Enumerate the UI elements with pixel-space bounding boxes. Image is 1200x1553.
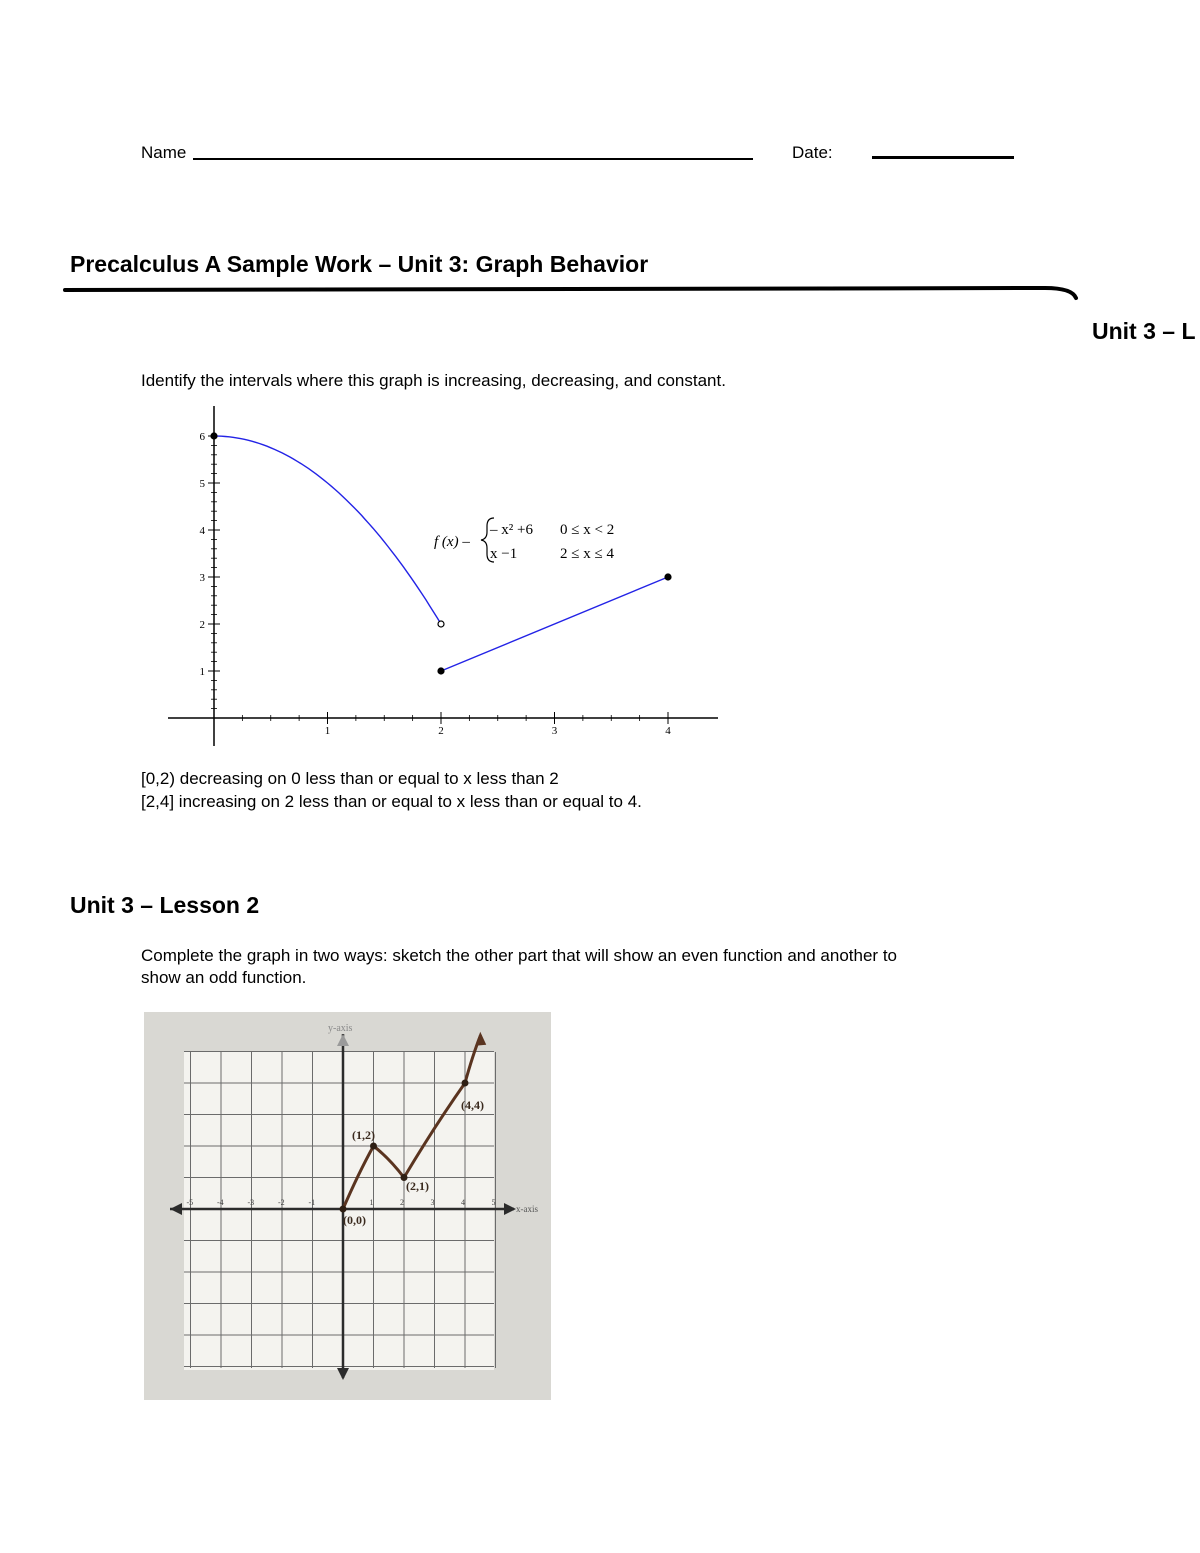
curve-point — [370, 1143, 377, 1150]
y-tick-label: 4 — [199, 525, 205, 537]
lesson1-prompt: Identify the intervals where this graph is increasing, decreasing, and constant. — [141, 371, 726, 390]
x-tick-label: -4 — [217, 1198, 224, 1207]
curve-arrowhead — [475, 1032, 486, 1046]
curve-point — [340, 1206, 347, 1213]
x-tick-label: 5 — [491, 1198, 496, 1207]
x-axis-right-arrow — [504, 1203, 516, 1215]
open-endpoint-1-end — [438, 621, 444, 627]
formula-piece1-expr: – x² +6 — [490, 522, 533, 538]
x-tick-label: 1 — [324, 725, 331, 737]
title-underline — [60, 284, 1090, 314]
graph-photo — [144, 1012, 551, 1400]
point-label-1-2: (1,2) — [352, 1128, 375, 1142]
formula-piece2-domain: 2 ≤ x ≤ 4 — [560, 546, 614, 562]
x-tick-label: -3 — [247, 1198, 255, 1207]
side-heading: Unit 3 – L — [1092, 318, 1196, 344]
name-field-line[interactable] — [193, 158, 753, 160]
point-label-2-1: (2,1) — [406, 1179, 429, 1193]
formula-piece1-domain: 0 ≤ x < 2 — [560, 522, 615, 538]
x-tick-label: 2 — [438, 725, 444, 737]
closed-endpoint-2-start — [438, 668, 444, 674]
lesson2-prompt-line-1: Complete the graph in two ways: sketch the other part that will show an even function and another to — [141, 946, 897, 965]
y-tick-label: 3 — [199, 572, 205, 584]
x-tick-label: 1 — [369, 1198, 374, 1207]
series-piece-1 — [214, 436, 441, 624]
closed-endpoint-1-start — [211, 433, 217, 439]
x-tick-label: 3 — [430, 1198, 435, 1207]
page-title: Precalculus A Sample Work – Unit 3: Graph Behavior — [70, 251, 649, 277]
y-axis-label: y-axis — [328, 1023, 353, 1034]
x-tick-label: 3 — [551, 725, 558, 737]
lesson2-heading: Unit 3 – Lesson 2 — [70, 892, 260, 918]
formula-piece2-expr: x −1 — [490, 546, 518, 562]
point-label-4-4: (4,4) — [461, 1098, 484, 1112]
y-tick-label: 1 — [199, 666, 205, 678]
hand-drawn-graph — [144, 1012, 551, 1400]
y-tick-label: 6 — [199, 431, 205, 443]
x-tick-label: -1 — [308, 1198, 316, 1207]
curve-point — [462, 1080, 469, 1087]
name-label: Name — [141, 143, 187, 162]
y-axis-bottom-arrow — [337, 1368, 349, 1380]
x-tick-label: 2 — [400, 1198, 404, 1207]
x-axis-label: x-axis — [516, 1204, 538, 1214]
lesson2-prompt-line-2: show an odd function. — [141, 968, 307, 987]
series-piece-2 — [441, 577, 668, 671]
formula-lhs: f (x) – — [434, 534, 470, 550]
closed-endpoint-2-end — [665, 574, 671, 580]
x-tick-label: -2 — [278, 1198, 285, 1207]
y-tick-label: 5 — [199, 478, 205, 490]
x-axis-left-arrow — [170, 1203, 182, 1215]
date-label: Date: — [792, 143, 833, 162]
x-tick-label: 4 — [461, 1198, 465, 1207]
y-tick-label: 2 — [199, 619, 205, 631]
lesson1-answer-line-1: [0,2) decreasing on 0 less than or equal to x less than 2 — [141, 769, 559, 788]
lesson1-answer-line-2: [2,4] increasing on 2 less than or equal to x less than or equal to 4. — [141, 792, 642, 811]
date-field-line[interactable] — [872, 156, 1014, 159]
point-label-origin: (0,0) — [343, 1213, 366, 1227]
piecewise-graph — [160, 400, 725, 750]
grid-paper — [184, 1052, 494, 1370]
x-tick-label: -5 — [186, 1198, 194, 1207]
piecewise-formula — [434, 518, 614, 562]
y-axis-top-arrow — [337, 1034, 349, 1046]
chart1-axes — [168, 406, 718, 746]
x-tick-label: 4 — [665, 725, 671, 737]
